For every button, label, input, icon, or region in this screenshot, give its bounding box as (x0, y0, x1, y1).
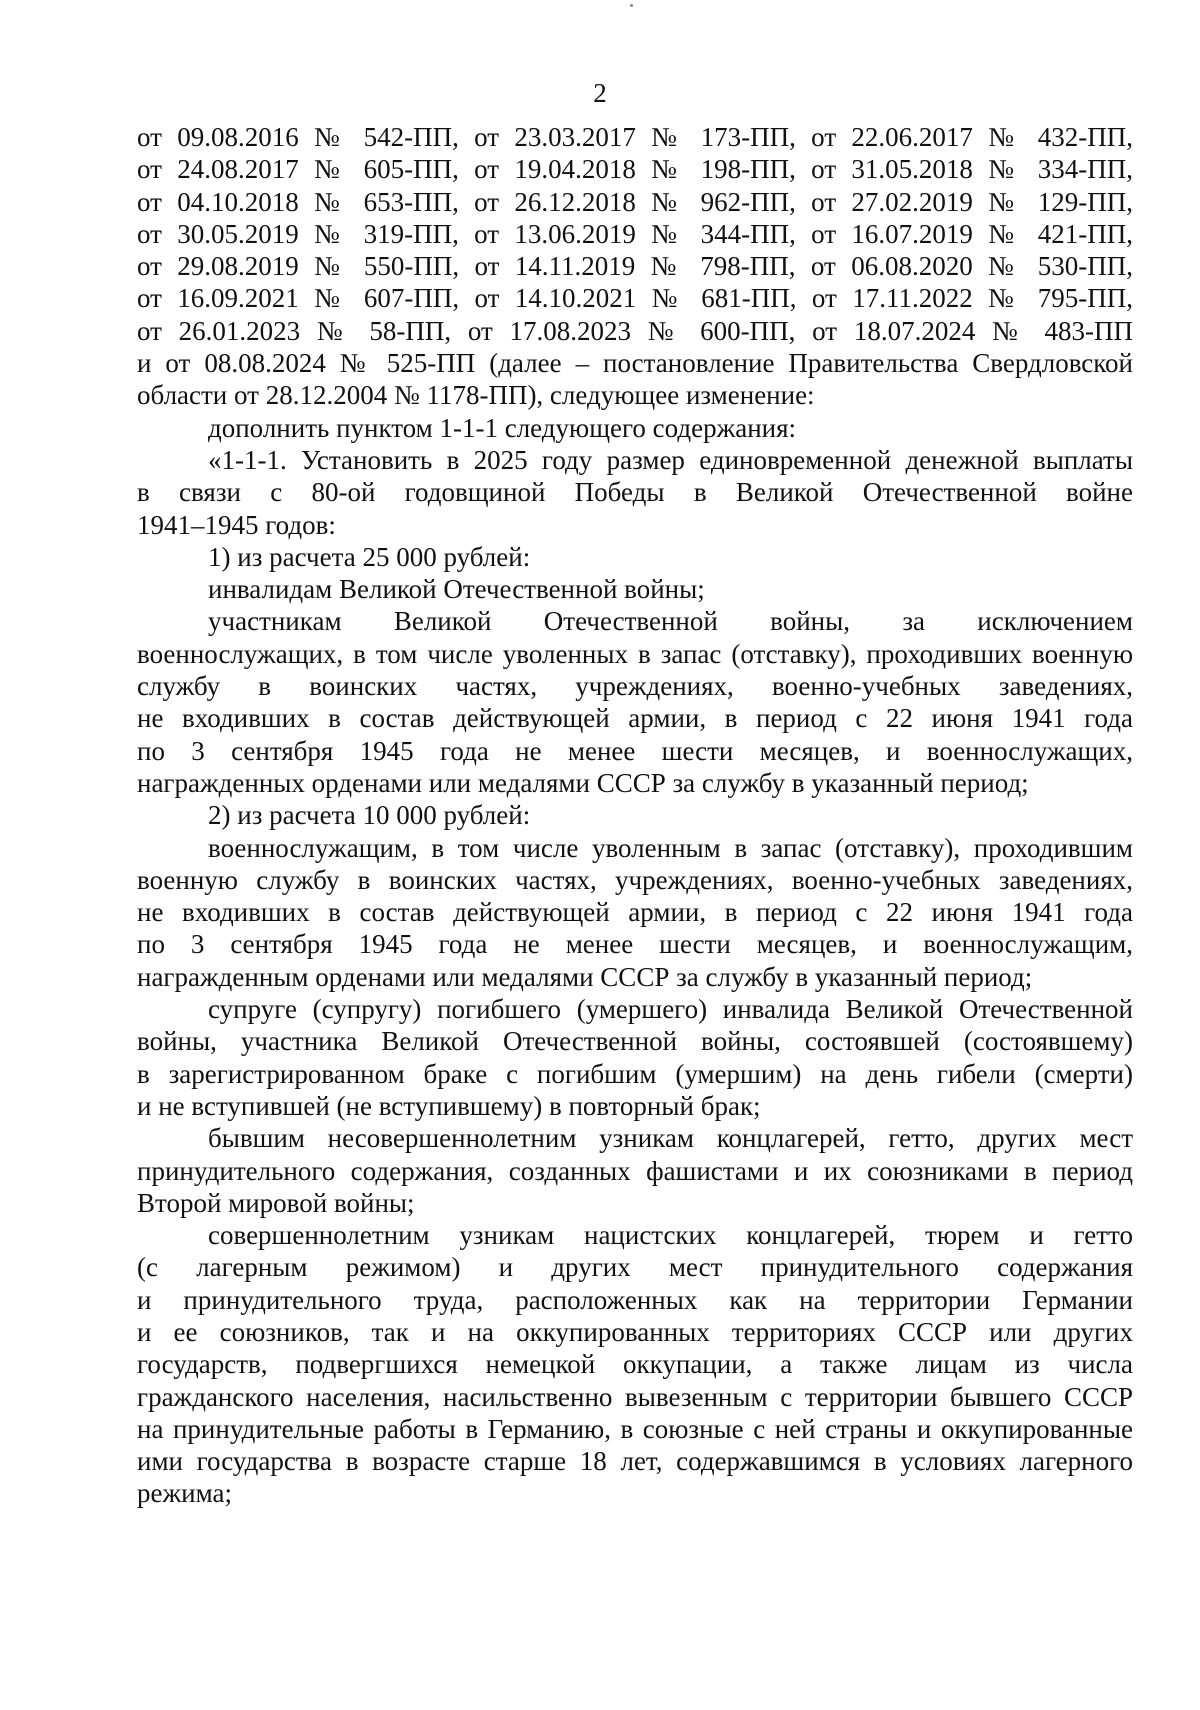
text-line: «1-1-1. Установить в 2025 году размер единовременной денежной выплаты (208, 444, 1133, 475)
text-line: и принудительного труда, расположенных как на территории Германии (137, 1284, 1133, 1315)
text-line: от 29.08.2019 № 550-ПП, от 14.11.2019 № 798-ПП, от 06.08.2020 № 530-ПП, (137, 251, 1133, 282)
scan-artifact-dot (630, 4, 633, 7)
text-line: супруге (супругу) погибшего (умершего) инвалида Великой Отечественной (208, 994, 1133, 1025)
text-line: и не вступившей (не вступившему) в повторный брак; (137, 1090, 761, 1121)
text-line: инвалидам Великой Отечественной войны; (208, 574, 705, 605)
text-line: от 24.08.2017 № 605-ПП, от 19.04.2018 № 198-ПП, от 31.05.2018 № 334-ПП, (137, 154, 1133, 185)
text-line: режима; (137, 1478, 232, 1509)
text-line: службу в воинских частях, учреждениях, военно-учебных заведениях, (137, 671, 1133, 702)
text-line: военнослужащим, в том числе уволенным в запас (отставку), проходившим (208, 832, 1133, 863)
text-line: дополнить пунктом 1-1-1 следующего содержания: (208, 412, 797, 443)
text-line: 1) из расчета 25 000 рублей: (208, 541, 531, 572)
text-line: на принудительные работы в Германию, в союзные с ней страны и оккупированные (137, 1413, 1133, 1444)
text-line: и ее союзников, так и на оккупированных территориях СССР или других (137, 1316, 1133, 1347)
text-line: по 3 сентября 1945 года не менее шести месяцев, и военнослужащих, (137, 735, 1133, 766)
text-line: от 30.05.2019 № 319-ПП, от 13.06.2019 № 344-ПП, от 16.07.2019 № 421-ПП, (137, 218, 1133, 249)
text-line: принудительного содержания, созданных фашистами и их союзниками в период (137, 1155, 1133, 1186)
text-line: 2) из расчета 10 000 рублей: (208, 800, 531, 831)
text-line: от 04.10.2018 № 653-ПП, от 26.12.2018 № 962-ПП, от 27.02.2019 № 129-ПП, (137, 186, 1133, 217)
text-line: в связи с 80-ой годовщиной Победы в Великой Отечественной войне (137, 477, 1133, 508)
text-line: награжденных орденами или медалями СССР за службу в указанный период; (137, 767, 1029, 798)
text-line: от 09.08.2016 № 542-ПП, от 23.03.2017 № 173-ПП, от 22.06.2017 № 432-ПП, (137, 122, 1133, 152)
text-line: не входивших в состав действующей армии, в период с 22 июня 1941 года (137, 703, 1133, 734)
text-line: военную службу в воинских частях, учреждениях, военно-учебных заведениях, (137, 864, 1133, 895)
text-line: по 3 сентября 1945 года не менее шести месяцев, и военнослужащим, (137, 929, 1133, 960)
text-line: участникам Великой Отечественной войны, за исключением (208, 606, 1133, 637)
text-line: области от 28.12.2004 № 1178-ПП), следующее изменение: (137, 380, 815, 411)
text-line: войны, участника Великой Отечественной войны, состоявшей (состоявшему) (137, 1026, 1133, 1057)
text-line: 1941–1945 годов: (137, 509, 336, 540)
text-line: бывшим несовершеннолетним узникам концлагерей, гетто, других мест (208, 1123, 1133, 1154)
text-line: и от 08.08.2024 № 525-ПП (далее – постановление Правительства Свердловской (137, 348, 1133, 379)
text-line: не входивших в состав действующей армии, в период с 22 июня 1941 года (137, 897, 1133, 928)
text-line: военнослужащих, в том числе уволенных в запас (отставку), проходивших военную (137, 638, 1133, 669)
text-line: гражданского населения, насильственно вывезенным с территории бывшего СССР (137, 1381, 1133, 1412)
text-line: совершеннолетним узникам нацистских концлагерей, тюрем и гетто (208, 1220, 1133, 1251)
text-line: Второй мировой войны; (137, 1187, 415, 1218)
text-line: в зарегистрированном браке с погибшим (умершим) на день гибели (смерти) (137, 1058, 1133, 1089)
text-line: (с лагерным режимом) и других мест принудительного содержания (137, 1252, 1133, 1283)
page-number: 2 (593, 78, 607, 108)
text-line: от 16.09.2021 № 607-ПП, от 14.10.2021 № 681-ПП, от 17.11.2022 № 795-ПП, (137, 283, 1133, 314)
text-line: от 26.01.2023 № 58-ПП, от 17.08.2023 № 600-ПП, от 18.07.2024 № 483-ПП (137, 315, 1133, 346)
text-line: ими государства в возрасте старше 18 лет, содержавшимся в условиях лагерного (137, 1446, 1133, 1477)
text-line: государств, подвергшихся немецкой оккупации, а также лицам из числа (137, 1349, 1133, 1380)
document-body (137, 121, 1133, 1510)
text-line: награжденным орденами или медалями СССР за службу в указанный период; (137, 961, 1033, 992)
